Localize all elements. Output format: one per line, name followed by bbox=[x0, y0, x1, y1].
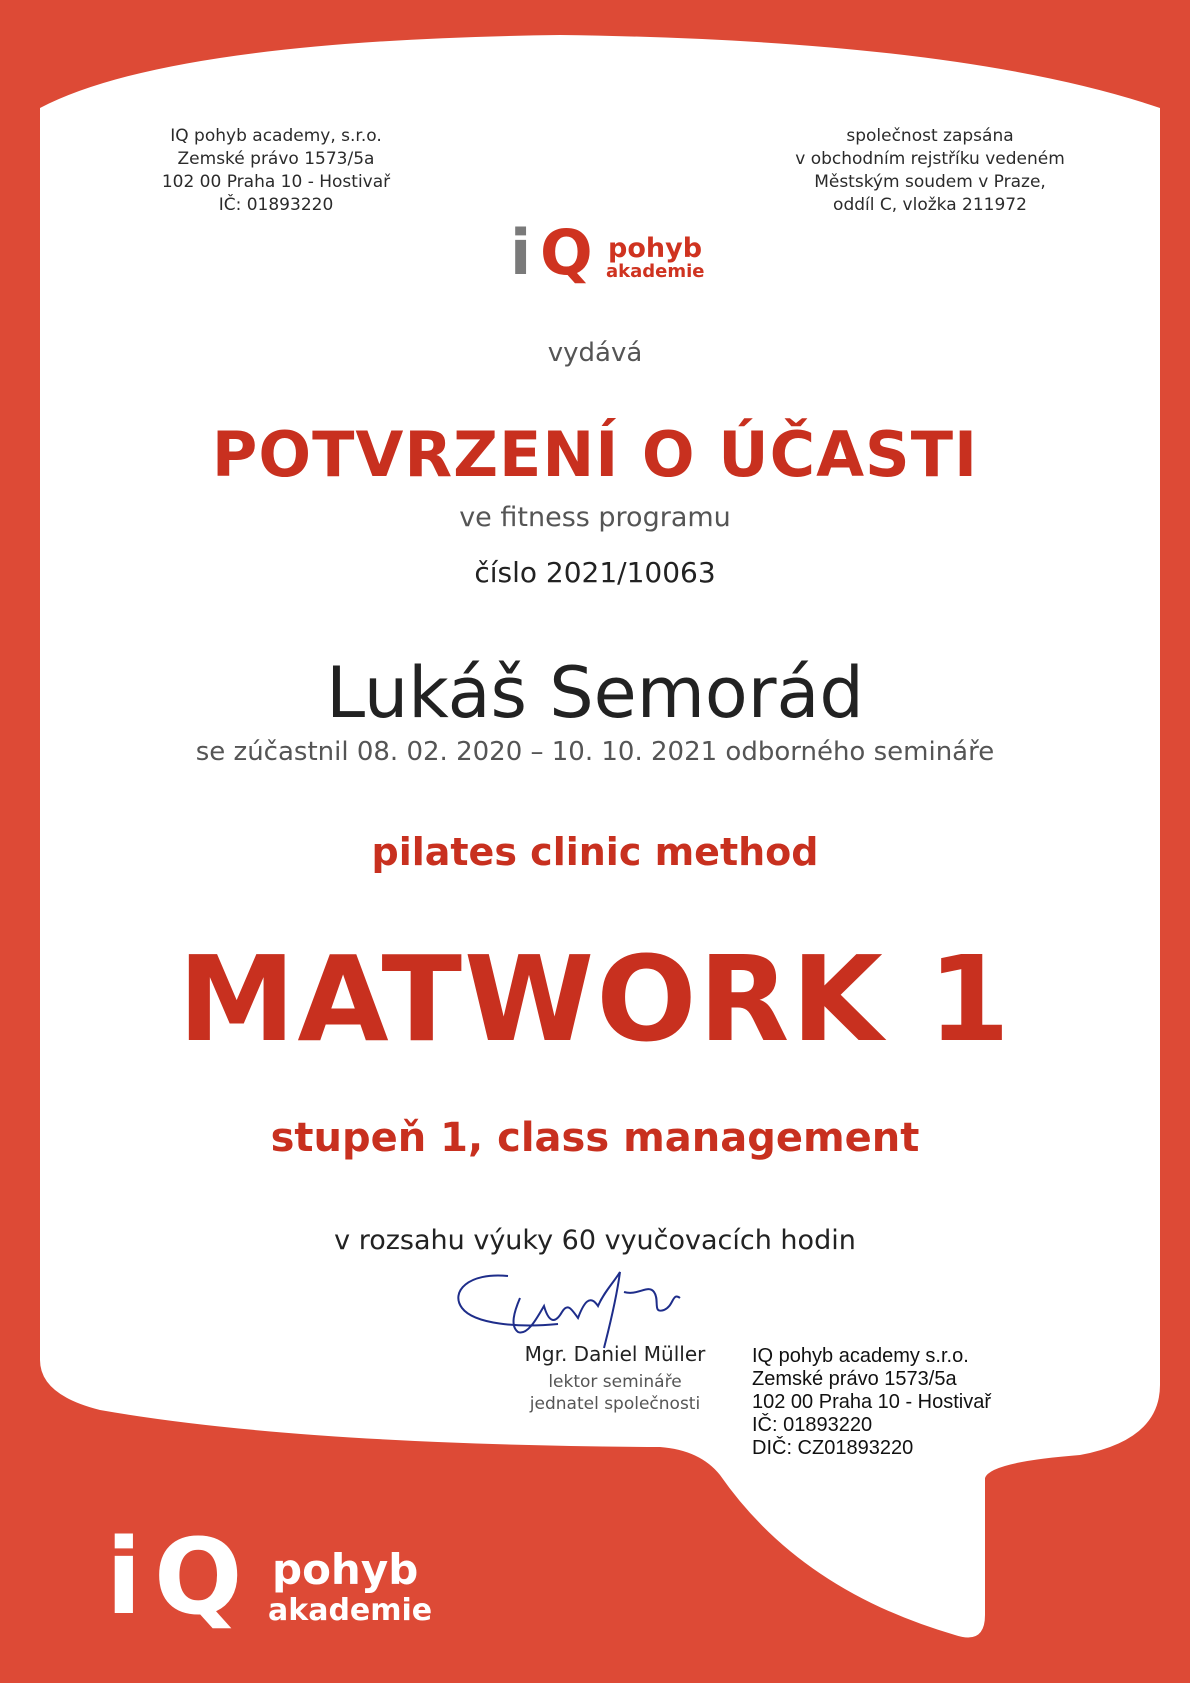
program-name: MATWORK 1 bbox=[177, 930, 1013, 1068]
header-left-line: 102 00 Praha 10 - Hostivař bbox=[161, 172, 391, 192]
logo-letter-i: i bbox=[106, 1516, 142, 1638]
certificate-number: číslo 2021/10063 bbox=[474, 556, 716, 589]
stamp-line: Zemské právo 1573/5a bbox=[752, 1368, 957, 1390]
logo-letter-q: Q bbox=[154, 1516, 243, 1638]
header-left-line: IČ: 01893220 bbox=[218, 195, 334, 215]
teaching-scope: v rozsahu výuky 60 vyučovacích hodin bbox=[334, 1225, 856, 1256]
participant-name: Lukáš Semorád bbox=[326, 652, 864, 734]
header-left-line: Zemské právo 1573/5a bbox=[177, 149, 375, 169]
header-right-line: společnost zapsána bbox=[846, 126, 1014, 146]
signer-role-director: jednatel společnosti bbox=[529, 1394, 701, 1414]
handwritten-signature bbox=[448, 1262, 728, 1352]
header-right-line: Městským soudem v Praze, bbox=[814, 172, 1046, 192]
certificate-title: POTVRZENÍ O ÚČASTI bbox=[211, 418, 979, 491]
certificate-subtitle: ve fitness programu bbox=[459, 502, 731, 533]
stamp-line: 102 00 Praha 10 - Hostivař bbox=[752, 1391, 992, 1413]
signature-block bbox=[500, 1342, 730, 1414]
header-right-line: oddíl C, vložka 211972 bbox=[833, 195, 1027, 215]
issues-label: vydává bbox=[547, 338, 643, 368]
stamp-line: DIČ: CZ01893220 bbox=[752, 1437, 914, 1459]
logo-letter-q: Q bbox=[540, 216, 593, 289]
iq-logo-bottom bbox=[106, 1516, 436, 1655]
stamp-line: IQ pohyb academy s.r.o. bbox=[752, 1345, 969, 1367]
header-address-left bbox=[156, 125, 396, 217]
stamp-line: IČ: 01893220 bbox=[752, 1414, 873, 1436]
logo-word-pohyb: pohyb bbox=[272, 1545, 419, 1594]
header-left-line: IQ pohyb academy, s.r.o. bbox=[170, 126, 382, 146]
header-right-line: v obchodním rejstříku vedeném bbox=[795, 149, 1065, 169]
signer-role-lecturer: lektor semináře bbox=[548, 1372, 682, 1392]
logo-word-akademie: akademie bbox=[268, 1593, 433, 1628]
method-name: pilates clinic method bbox=[371, 830, 819, 874]
logo-word-akademie: akademie bbox=[606, 261, 705, 282]
iq-logo-top bbox=[510, 216, 720, 302]
logo-word-pohyb: pohyb bbox=[608, 233, 703, 264]
header-address-right bbox=[770, 125, 1090, 217]
company-stamp bbox=[752, 1345, 991, 1460]
signer-name: Mgr. Daniel Müller bbox=[524, 1342, 706, 1366]
logo-letter-i: i bbox=[510, 216, 532, 289]
program-level: stupeň 1, class management bbox=[270, 1115, 920, 1161]
participation-text: se zúčastnil 08. 02. 2020 – 10. 10. 2021 odborného semináře bbox=[195, 737, 995, 767]
